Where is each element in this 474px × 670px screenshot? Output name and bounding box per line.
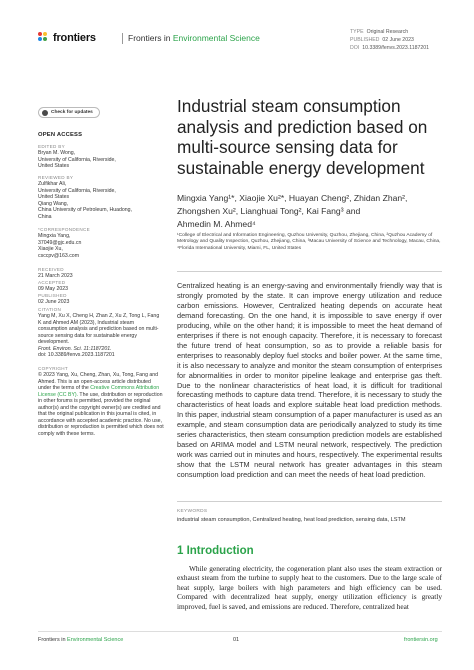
frontiers-logo[interactable] bbox=[38, 32, 96, 44]
journal-name[interactable] bbox=[128, 33, 260, 43]
received-section bbox=[38, 267, 164, 280]
reviewed-by-section bbox=[38, 175, 164, 220]
type-label: TYPE bbox=[350, 29, 364, 35]
editor-affiliation: University of California, Riverside, bbox=[38, 156, 116, 163]
doi-value[interactable]: 10.3389/fenvs.2023.1187201 bbox=[362, 45, 430, 51]
article-meta bbox=[350, 28, 429, 52]
footer-journal[interactable] bbox=[38, 637, 123, 643]
site-link[interactable]: frontiersin.org bbox=[404, 637, 438, 643]
open-access-label: OPEN ACCESS bbox=[38, 132, 83, 138]
keywords: industrial steam consumption, Centralized heating, heat load prediction, sensing data, LSTM bbox=[177, 517, 406, 523]
header-divider bbox=[122, 33, 123, 44]
page-number: 01 bbox=[233, 637, 240, 643]
accepted-section bbox=[38, 280, 164, 293]
correspondence-label: *CORRESPONDENCE bbox=[38, 227, 90, 232]
doi-label: DOI bbox=[350, 45, 360, 51]
corresponding-author: Mingxia Yang, bbox=[38, 233, 71, 239]
received-date: 21 March 2023 bbox=[38, 273, 73, 279]
abstract-divider bbox=[177, 271, 442, 272]
license-link[interactable]: Creative Commons Attribution License (CC BY). bbox=[38, 385, 160, 398]
accepted-date: 09 May 2023 bbox=[38, 286, 68, 292]
correspondence-section bbox=[38, 227, 164, 259]
footer-journal-name: Environmental Science bbox=[67, 637, 124, 643]
corresponding-email[interactable]: csccpv@163.com bbox=[38, 252, 80, 259]
citation-section bbox=[38, 307, 164, 359]
copyright-section bbox=[38, 366, 164, 437]
footer-divider bbox=[38, 631, 442, 632]
editor-name: Bryan M. Wong, bbox=[38, 150, 76, 156]
reviewer-affiliation: China University of Petroleum, Huadong, bbox=[38, 207, 132, 213]
published-date: 02 June 2023 bbox=[38, 299, 70, 305]
intro-paragraph: While generating electricity, the cogeneration plant also uses the steam extraction or exhaust steam from the turbine to supply heat to the customers. Due to the large scale of heat supply, large boilers with high parameters and high efficiency can be used. Compared with decentralized heat supply, energy utilization efficiency is greatly improved, fuel is saved, and emissions are reduced. Therefore, centralized heat bbox=[177, 564, 442, 611]
reviewer-name: Qiang Wang, bbox=[38, 200, 69, 207]
authors-line: Mingxia Yang¹*, Xiaojie Xu²*, Huayan Cheng², Zhidan Zhan², bbox=[177, 193, 408, 203]
authors-line: Zhongshen Xu², Lianghuai Tong², Kai Fang³ and bbox=[177, 206, 361, 216]
reviewed-by-label: REVIEWED BY bbox=[38, 175, 74, 180]
edited-by-section bbox=[38, 144, 164, 170]
published-label: PUBLISHED bbox=[38, 293, 67, 298]
citation-doi[interactable]: doi: 10.3389/fenvs.2023.1187201 bbox=[38, 352, 115, 358]
keywords-divider bbox=[177, 501, 442, 502]
reviewer-country: United States bbox=[38, 194, 70, 200]
keywords-label: KEYWORDS bbox=[177, 509, 208, 514]
type-value: Original Research bbox=[366, 29, 409, 35]
author-list bbox=[177, 192, 447, 231]
published-section bbox=[38, 293, 164, 306]
frontiers-logo-icon bbox=[38, 32, 50, 44]
abstract: Centralized heating is an energy-saving and environmentally friendly way that is strongly promoted by the state. It can improve energy utilization and reduce carbon emissions. However, Centralized heating depends on accurate heat demand forecasting. On the one hand, it is impossible to save energy if over producing, while on the other hand; it is impossible to meet the heat demand of enterprises if there is not enough capacity. Therefore, it is necessary to forecast the future trend of heat consumption, so as to provide a reliable basis for enterprises to reasonably deploy fuel stocks and boiler power. At the same time, it is also necessary to analyze and monitor the steam consumption of enterprises for abnormalities in order to monitor pipeline leakage and enterprise gas theft. Due to the nonlinear characteristics of heat load, it is difficult for traditional forecasting methods to capture data trend. Therefore, it is necessary to study the characteristics of heat loads and explore suitable heat load prediction methods. In this paper, industrial steam consumption of a paper manufacturer is used as an example, and steam consumption data are periodically analyzed to study its time series characteristics, then steam consumption prediction models are established based on ARIMA model and LSTM neural network, respectively. The prediction work was carried out in minutes and hours, respectively. The experimental results show that the LSTM neural network has greater advantages in this steam consumption load prediction and can meet the needs of heat load prediction. bbox=[177, 281, 442, 480]
journal-prefix: Frontiers in bbox=[128, 33, 173, 43]
accepted-label: ACCEPTED bbox=[38, 280, 66, 285]
citation-journal: Front. Environ. Sci. 11:1187201. bbox=[38, 345, 112, 352]
article-title: Industrial steam consumption analysis and prediction based on multi-source sensing data for sustainable energy development bbox=[177, 96, 428, 178]
corresponding-author: Xiaojie Xu, bbox=[38, 246, 63, 252]
corresponding-email[interactable]: 37049@gjc.edu.cn bbox=[38, 239, 82, 246]
edited-by-label: EDITED BY bbox=[38, 144, 65, 149]
journal-name-accent: Environmental Science bbox=[172, 33, 260, 43]
section-heading: 1 Introduction bbox=[177, 545, 254, 557]
published-value: 02 June 2023 bbox=[382, 37, 414, 43]
copyright-text-rest: The use, distribution or reproduction in other forums is permitted, provided the original author(s) and the copyright owner(s) are credited and that the original publication in this journal is cited, in accordance with accepted academic practice. No use, distribution or reproduction is permitted which does not comply with these terms. bbox=[38, 391, 164, 437]
citation-label: CITATION bbox=[38, 307, 62, 312]
reviewer-affiliation: University of California, Riverside, bbox=[38, 187, 116, 194]
copyright-label: COPYRIGHT bbox=[38, 366, 69, 371]
footer-journal-prefix: Frontiers in bbox=[38, 637, 68, 643]
logo-text: frontiers bbox=[53, 32, 96, 44]
citation-text: Yang M, Xu X, Cheng H, Zhan Z, Xu Z, Tong L, Fang K and Ahmed AM (2023), Industrial steam consumption analysis and prediction based on multi-source sensing data for sustainable energy development. bbox=[38, 313, 160, 345]
received-label: RECEIVED bbox=[38, 267, 64, 272]
affiliations: ¹College of Electrical and Information Engineering, Quzhou University, Quzhou, Zhejiang, China, ²Quzhou Academy of Metrology and Quality Inspection, Quzhou, Zhejiang, China, ³Macau University of Science and Technology, Macau, China, ⁴Florida International University, Miami, FL, United States bbox=[177, 233, 441, 251]
check-updates-label: Check for updates bbox=[51, 110, 93, 115]
editor-country: United States bbox=[38, 163, 70, 169]
page-header bbox=[38, 28, 438, 56]
authors-line: Ahmedin M. Ahmed⁴ bbox=[177, 219, 256, 229]
check-updates-icon bbox=[42, 110, 48, 116]
check-updates-button[interactable] bbox=[38, 107, 100, 118]
reviewer-country: China bbox=[38, 213, 52, 220]
published-label: PUBLISHED bbox=[350, 37, 380, 43]
reviewer-name: Zulfikhar Ali, bbox=[38, 181, 67, 187]
copyright-text: © 2023 Yang, Xu, Cheng, Zhan, Xu, Tong, Fang and Ahmed. This is an open-access article distributed under the terms of the bbox=[38, 372, 159, 391]
